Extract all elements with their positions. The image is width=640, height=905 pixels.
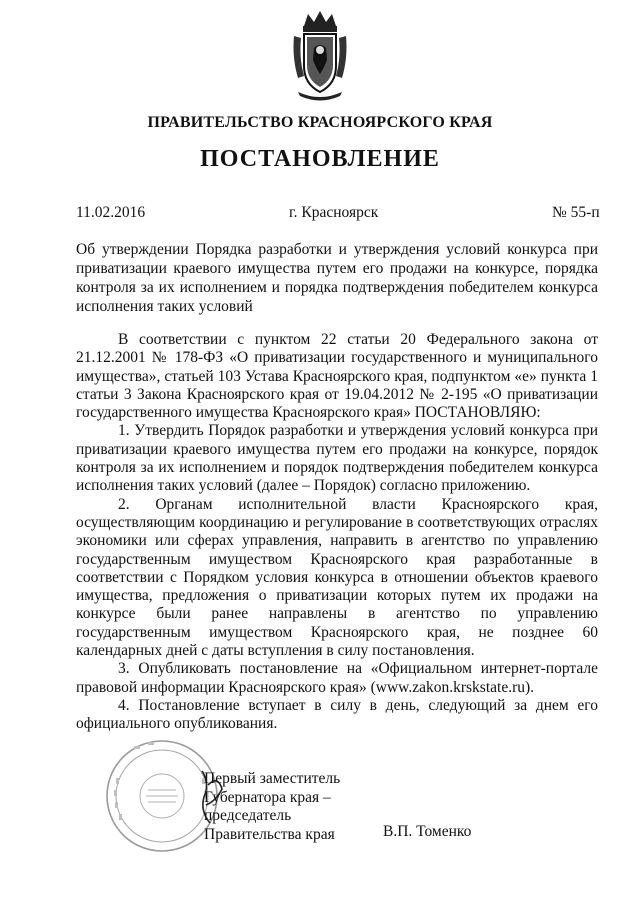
document-body — [76, 331, 598, 734]
organization-title: ПРАВИТЕЛЬСТВО КРАСНОЯРСКОГО КРАЯ — [147, 114, 493, 131]
document-subject: Об утверждении Порядка разработки и утверждения условий конкурса при приватизации краевого имущества путем его продажи на конкурсе, порядка контроля за их исполнением и порядка подтверждения победителем конкурса исполнения таких условий — [76, 241, 598, 315]
item-paragraph: 4. Постановление вступает в силу в день, следующий за днем его официального опубликования. — [76, 696, 598, 733]
document-date: 11.02.2016 — [76, 204, 146, 221]
signatory-title — [204, 770, 340, 844]
item-paragraph: 2. Органам исполнительной власти Красноярского края, осуществляющим координацию и регулирование в соответствующих отраслях экономики или сферах управления, направить в агентство по управлению государственным имуществом Красноярского края разработанные в соответствии с Порядком условия конкурса в отношении объектов краевого имущества, предложения о приватизации которых путем их продажи на конкурсе были ранее направлены в агентство по управлению государственным имуществом Красноярского края, не позднее 60 календарных дней с даты вступления в силу постановления. — [76, 495, 598, 660]
signatory-title-line: Первый заместитель — [204, 770, 341, 787]
signatory-title-line: председатель — [204, 807, 292, 824]
signatory-title-line: Правительства края — [204, 825, 335, 843]
signatory-title-line: Губернатора края – — [204, 788, 331, 806]
document-number: № 55-п — [552, 204, 600, 221]
coat-of-arms-icon — [290, 8, 350, 102]
item-paragraph: 1. Утвердить Порядок разработки и утверждения условий конкурса при приватизации краевого имущества путем его продажи на конкурсе, порядок контроля за их исполнением и порядок подтверждения победителем конкурса исполнения таких условий (далее – Порядок) согласно приложению. — [76, 422, 598, 495]
preamble-paragraph: В соответствии с пунктом 22 статьи 20 Федерального закона от 21.12.2001 № 178-ФЗ «О приватизации государственного и муниципального имущества», статьей 103 Устава Красноярского края, подпунктом «е» пункта 1 статьи 3 Закона Красноярского края от 19.04.2012 № 2-195 «О приватизации государственного имущества Красноярского края» ПОСТАНОВЛЯЮ: — [76, 331, 598, 422]
signatory-name: В.П. Томенко — [383, 823, 472, 840]
document-type-title: ПОСТАНОВЛЕНИЕ — [200, 146, 440, 172]
document-city: г. Красноярск — [289, 204, 379, 221]
item-paragraph: 3. Опубликовать постановление на «Официальном интернет-портале правовой информации Красноярского края» (www.zakon.krskstate.ru). — [76, 660, 598, 696]
